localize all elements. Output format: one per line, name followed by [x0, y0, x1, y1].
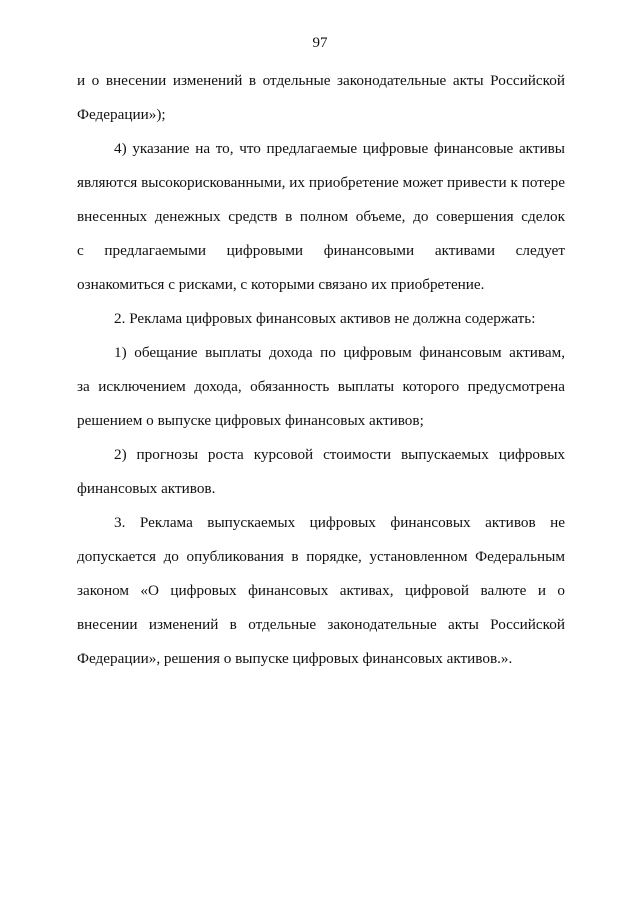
- text-line: ознакомиться с рисками, с которыми связано их приобретение.: [77, 276, 485, 293]
- text-line: 4) указание на то, что предлагаемые цифровые финансовые активы: [114, 140, 565, 157]
- paragraph-item-2-price-forecast: [77, 438, 565, 506]
- text-line: финансовых активов.: [77, 480, 216, 497]
- text-line: за исключением дохода, обязанность выплаты которого предусмотрена: [77, 378, 565, 395]
- text-line: 2) прогнозы роста курсовой стоимости выпускаемых цифровых: [114, 446, 565, 463]
- paragraph-section-3: [77, 506, 565, 676]
- text-line: внесении изменений в отдельные законодательные акты Российской: [77, 616, 565, 633]
- paragraph-law-reference-end: [77, 64, 565, 132]
- text-line: 3. Реклама выпускаемых цифровых финансовых активов не: [114, 514, 565, 531]
- document-body: [77, 64, 565, 676]
- text-line: допускается до опубликования в порядке, установленном Федеральным: [77, 548, 565, 565]
- text-line: решением о выпуске цифровых финансовых активов;: [77, 412, 424, 429]
- text-line: Федерации», решения о выпуске цифровых финансовых активов.».: [77, 650, 513, 667]
- paragraph-item-1-income-promise: [77, 336, 565, 438]
- paragraph-section-2-heading: [77, 302, 565, 336]
- paragraph-item-4-risk-warning: [77, 132, 565, 302]
- text-line: Федерации»);: [77, 106, 166, 123]
- text-line: 2. Реклама цифровых финансовых активов не должна содержать:: [114, 310, 536, 327]
- text-line: и о внесении изменений в отдельные законодательные акты Российской: [77, 72, 565, 89]
- text-line: являются высокорискованными, их приобретение может привести к потере: [77, 174, 565, 191]
- text-line: с предлагаемыми цифровыми финансовыми активами следует: [77, 242, 565, 259]
- text-line: законом «О цифровых финансовых активах, цифровой валюте и о: [77, 582, 565, 599]
- page-number: 97: [312, 35, 328, 51]
- text-line: 1) обещание выплаты дохода по цифровым финансовым активам,: [114, 344, 565, 361]
- text-line: внесенных денежных средств в полном объеме, до совершения сделок: [77, 208, 565, 225]
